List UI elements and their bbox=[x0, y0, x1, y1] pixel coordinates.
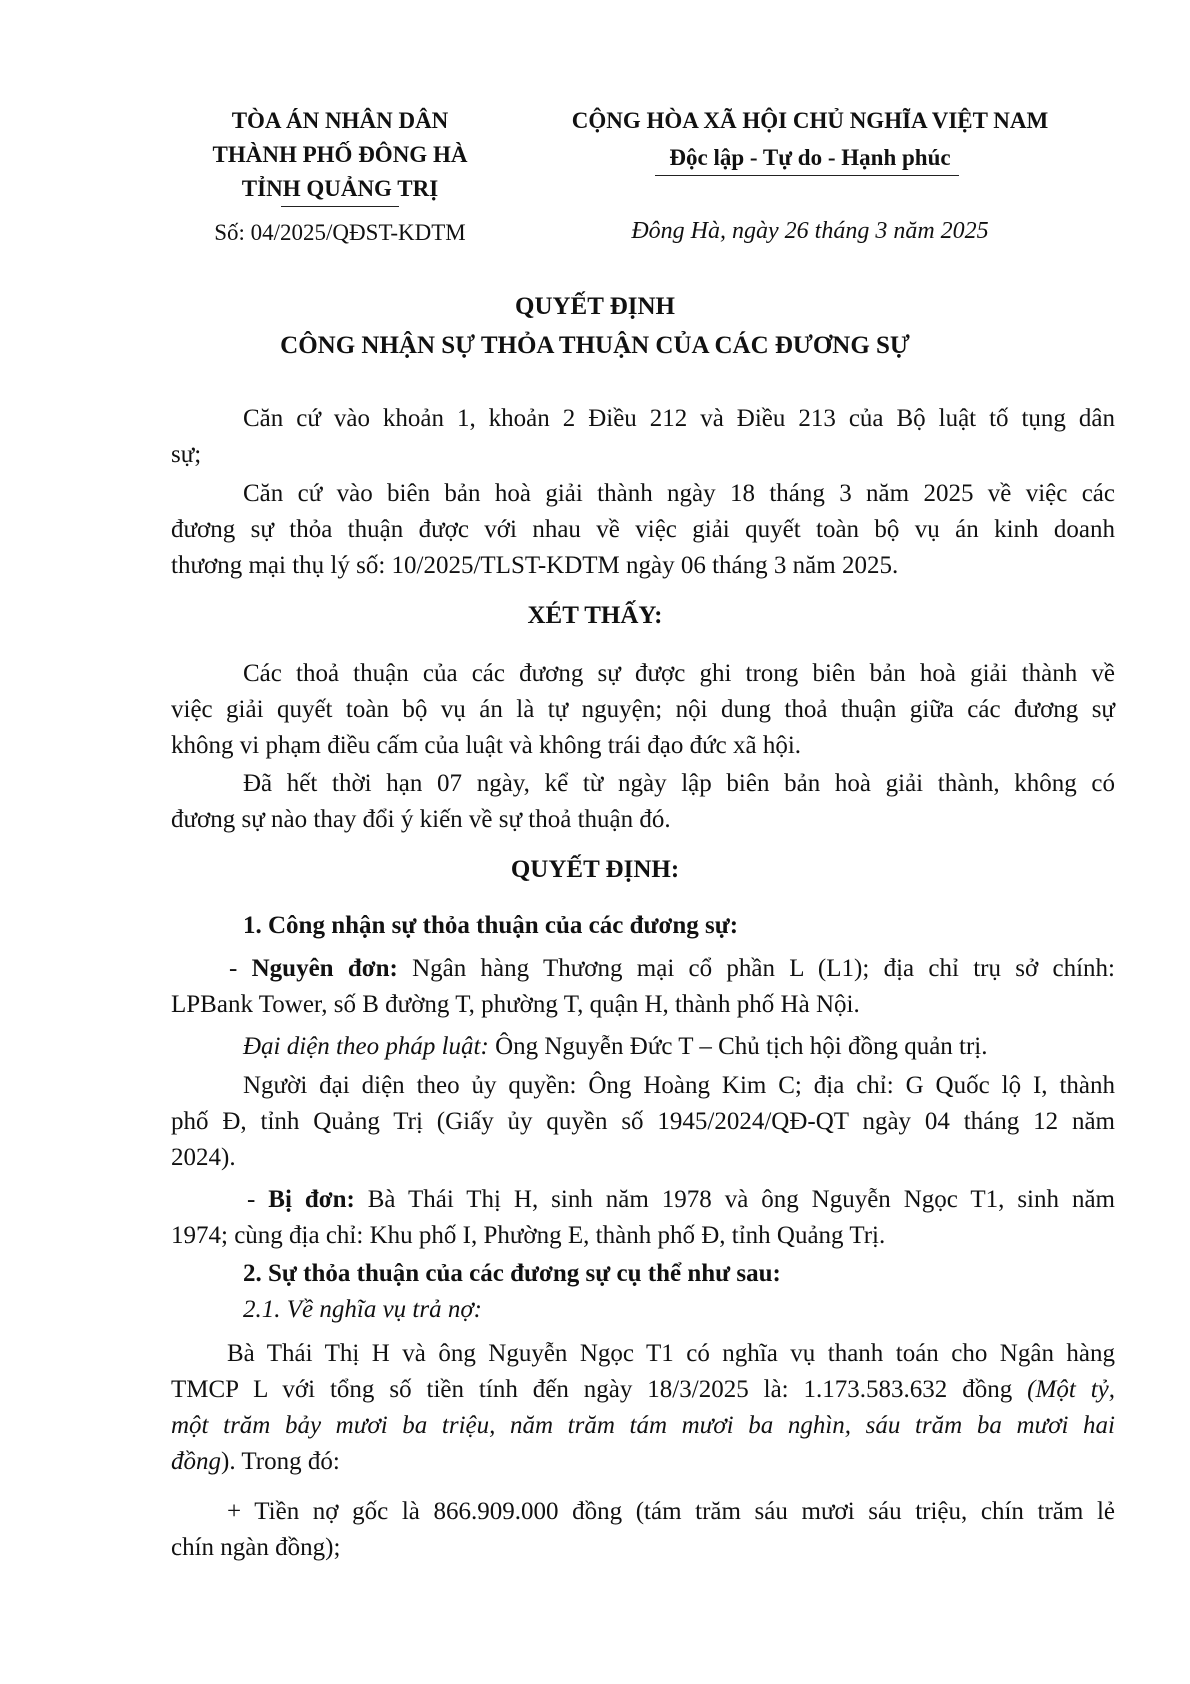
debt-breakdown-intro: ). Trong đó: bbox=[221, 1448, 340, 1475]
court-line-1: TÒA ÁN NHÂN DÂN bbox=[231, 108, 449, 133]
place-and-date: Đông Hà, ngày 26 tháng 3 năm 2025 bbox=[631, 218, 989, 244]
debt-total-words-1: (Một tỷ, bbox=[1027, 1376, 1115, 1403]
findings-1-line-3: không vi phạm điều cấm của luật và không trái đạo đức xã hội. bbox=[171, 732, 802, 759]
section-2-1-heading: 2.1. Về nghĩa vụ trả nợ: bbox=[243, 1296, 483, 1323]
national-motto: Độc lập - Tự do - Hạnh phúc bbox=[669, 145, 951, 170]
basis-1-line-2: sự; bbox=[171, 441, 202, 468]
decision-subtitle: CÔNG NHẬN SỰ THỎA THUẬN CỦA CÁC ĐƯƠNG SỰ bbox=[280, 332, 910, 359]
court-name-block bbox=[170, 104, 510, 206]
decision-heading: QUYẾT ĐỊNH: bbox=[510, 856, 680, 883]
plaintiff-text-1: Ngân hàng Thương mại cổ phần L (L1); địa chỉ trụ sở chính: bbox=[397, 955, 1115, 982]
basis-2-line-1: Căn cứ vào biên bản hoà giải thành ngày 18 tháng 3 năm 2025 về việc các bbox=[243, 480, 1115, 507]
document-number: Số: 04/2025/QĐST-KDTM bbox=[214, 220, 466, 245]
defendant-dash: - bbox=[247, 1186, 269, 1213]
plaintiff-line-1 bbox=[171, 951, 1115, 988]
nation-heading: CỘNG HÒA XÃ HỘI CHỦ NGHĨA VIỆT NAM bbox=[571, 108, 1049, 133]
basis-1-line-1: Căn cứ vào khoản 1, khoản 2 Điều 212 và Điều 213 của Bộ luật tố tụng dân bbox=[243, 405, 1115, 432]
decision-title: QUYẾT ĐỊNH bbox=[515, 293, 675, 320]
legal-rep-label: Đại diện theo pháp luật: bbox=[243, 1033, 489, 1060]
debt-total-text: TMCP L với tổng số tiền tính đến ngày 18/3/2025 là: 1.173.583.632 đồng bbox=[171, 1376, 1028, 1403]
findings-2-line-1: Đã hết thời hạn 07 ngày, kể từ ngày lập biên bản hoà giải thành, không có bbox=[243, 770, 1115, 797]
debt-line-4 bbox=[171, 1444, 1115, 1481]
section-2-heading: 2. Sự thỏa thuận của các đương sự cụ thể như sau: bbox=[243, 1260, 781, 1287]
defendant-line-1 bbox=[171, 1182, 1115, 1219]
findings-heading: XÉT THẤY: bbox=[527, 602, 663, 629]
debt-line-2 bbox=[171, 1372, 1115, 1409]
court-line-3: TỈNH QUẢNG TRỊ bbox=[241, 176, 439, 201]
plaintiff-label: Nguyên đơn: bbox=[251, 955, 398, 982]
basis-2-line-3: thương mại thụ lý số: 10/2025/TLST-KDTM ngày 06 tháng 3 năm 2025. bbox=[171, 552, 899, 579]
court-line-2: THÀNH PHỐ ĐÔNG HÀ bbox=[212, 142, 468, 167]
authorized-rep-line-3: 2024). bbox=[171, 1144, 236, 1171]
findings-1-line-2: việc giải quyết toàn bộ vụ án là tự nguyện; nội dung thoả thuận giữa các đương sự bbox=[171, 696, 1115, 723]
debt-total-words-3: đồng bbox=[171, 1448, 221, 1475]
principal-line-1: + Tiền nợ gốc là 866.909.000 đồng (tám trăm sáu mươi sáu triệu, chín trăm lẻ bbox=[227, 1498, 1115, 1525]
plaintiff-line-2: LPBank Tower, số B đường T, phường T, quận H, thành phố Hà Nội. bbox=[171, 991, 860, 1018]
plaintiff-dash: - bbox=[229, 955, 252, 982]
findings-1-line-1: Các thoả thuận của các đương sự được ghi trong biên bản hoà giải thành về bbox=[243, 660, 1115, 687]
authorized-rep-line-1: Người đại diện theo ủy quyền: Ông Hoàng Kim C; địa chỉ: G Quốc lộ I, thành bbox=[243, 1072, 1115, 1099]
defendant-text-1: Bà Thái Thị H, sinh năm 1978 và ông Nguyễn Ngọc T1, sinh năm bbox=[354, 1186, 1115, 1213]
debt-line-3: một trăm bảy mươi ba triệu, năm trăm tám mươi ba nghìn, sáu trăm ba mươi hai bbox=[171, 1412, 1115, 1439]
findings-2-line-2: đương sự nào thay đổi ý kiến về sự thoả thuận đó. bbox=[171, 806, 671, 833]
principal-line-2: chín ngàn đồng); bbox=[171, 1534, 341, 1561]
court-underline bbox=[281, 206, 399, 207]
authorized-rep-line-2: phố Đ, tỉnh Quảng Trị (Giấy ủy quyền số 1945/2024/QĐ-QT ngày 04 tháng 12 năm bbox=[171, 1108, 1115, 1135]
legal-rep-text: Ông Nguyễn Đức T – Chủ tịch hội đồng quản trị. bbox=[488, 1033, 988, 1060]
section-1-heading: 1. Công nhận sự thỏa thuận của các đương sự: bbox=[243, 912, 739, 939]
debt-line-1: Bà Thái Thị H và ông Nguyễn Ngọc T1 có nghĩa vụ thanh toán cho Ngân hàng bbox=[227, 1340, 1115, 1367]
defendant-line-2: 1974; cùng địa chỉ: Khu phố I, Phường E, thành phố Đ, tỉnh Quảng Trị. bbox=[171, 1222, 886, 1249]
defendant-label: Bị đơn: bbox=[268, 1186, 355, 1213]
motto-underline bbox=[655, 175, 959, 176]
basis-2-line-2: đương sự thỏa thuận được với nhau về việc giải quyết toàn bộ vụ án kinh doanh bbox=[171, 516, 1115, 543]
legal-representative bbox=[171, 1029, 1115, 1066]
